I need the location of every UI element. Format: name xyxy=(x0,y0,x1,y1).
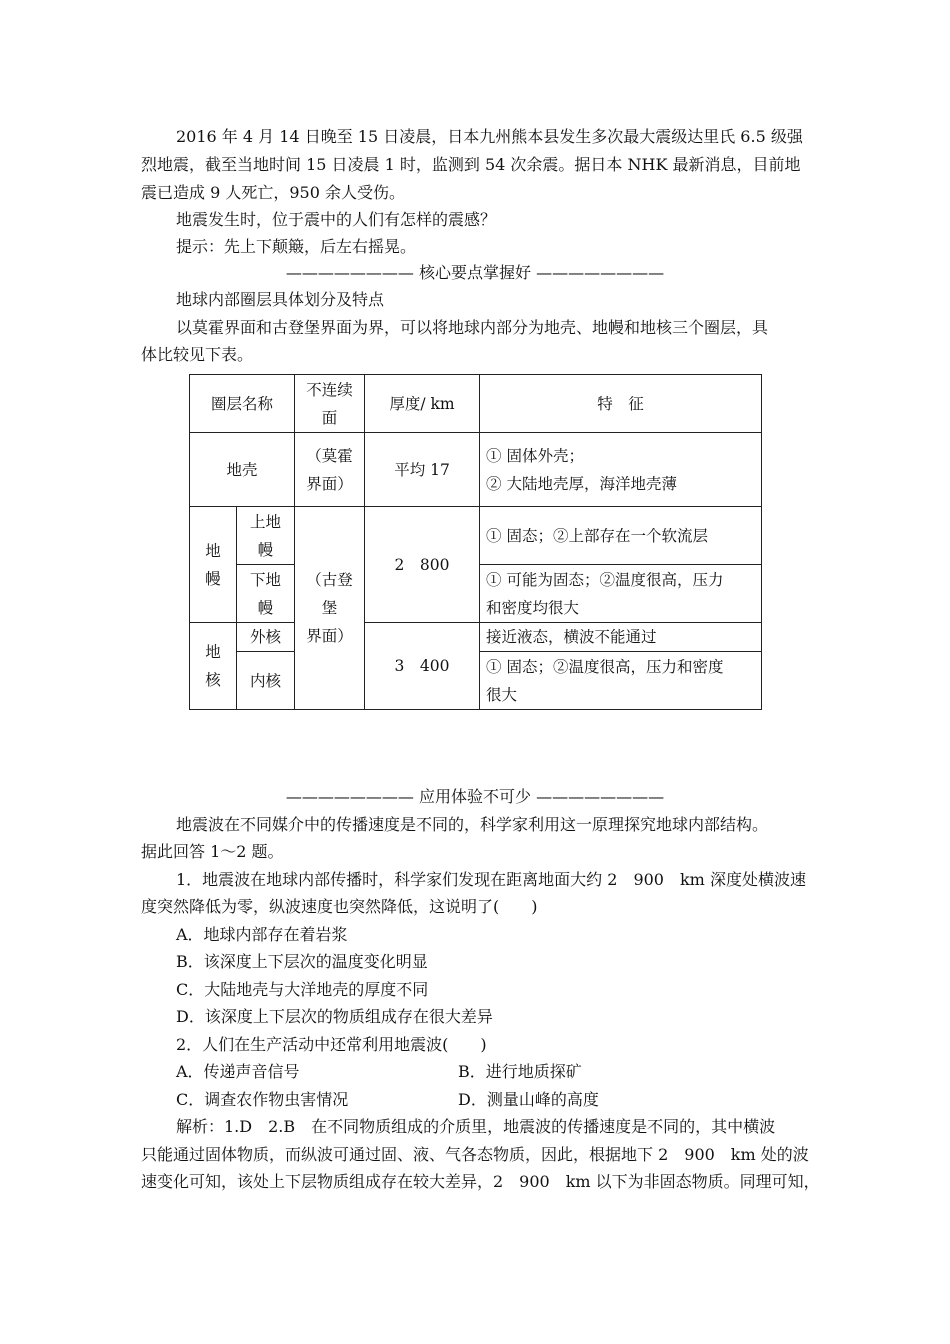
question-2-option-c: C．调查农作物虫害情况 xyxy=(176,1090,349,1109)
gutenberg-line-3: 界面） xyxy=(306,627,353,645)
intro-line-3: 震已造成 9 人死亡，950 余人受伤。 xyxy=(141,183,405,202)
header-feature: 特 征 xyxy=(480,375,762,433)
earth-layers-table xyxy=(189,374,762,710)
crust-feature xyxy=(480,433,762,507)
question-2-option-b: B．进行地质探矿 xyxy=(458,1062,582,1081)
lower-mantle-feature-line-2: 和密度均很大 xyxy=(486,598,580,617)
question-1-line-1: 1．地震波在地球内部传播时，科学家们发现在距离地面大约 2 900 km 深度处横波速 xyxy=(176,870,806,889)
gutenberg-line-1: （古登 xyxy=(306,571,353,589)
section-subtitle: 地球内部圈层具体划分及特点 xyxy=(176,290,385,309)
section-text-line-1: 以莫霍界面和古登堡界面为界，可以将地球内部分为地壳、地幔和地核三个圈层，具 xyxy=(176,318,769,337)
table-header-row xyxy=(190,375,762,433)
crust-boundary xyxy=(295,433,365,507)
intro-question: 地震发生时，位于震中的人们有怎样的震感？ xyxy=(176,210,497,229)
answer-line-2: 只能通过固体物质，而纵波可通过固、液、气各态物质，因此，根据地下 2 900 km 处的波 xyxy=(141,1145,809,1164)
intro-line-1: 2016 年 4 月 14 日晚至 15 日凌晨，日本九州熊本县发生多次最大震级达里氏 6.5 级强 xyxy=(176,127,803,146)
core-name xyxy=(190,623,237,710)
answer-line-1: 解析：1.D 2.B 在不同物质组成的介质里，地震波的传播速度是不同的，其中横波 xyxy=(176,1117,776,1136)
mantle-thickness: 2 800 xyxy=(365,507,480,623)
lower-mantle-line-2: 幔 xyxy=(257,598,274,617)
inner-core-feature xyxy=(480,652,762,710)
core-name-line-1: 地 xyxy=(205,643,221,661)
inner-core-name: 内核 xyxy=(237,652,295,710)
header-boundary-line-2: 面 xyxy=(321,408,338,427)
section-header-application: ———————— 应用体验不可少 ———————— xyxy=(285,787,665,806)
question-2-option-d: D．测量山峰的高度 xyxy=(458,1090,599,1109)
application-intro-line-2: 据此回答 1～2 题。 xyxy=(141,842,284,861)
question-2-option-a: A．传递声音信号 xyxy=(176,1062,300,1081)
crust-boundary-line-1: （莫霍 xyxy=(306,446,353,465)
outer-core-feature: 接近液态，横波不能通过 xyxy=(480,623,762,652)
table-row-upper-mantle xyxy=(190,507,762,565)
upper-mantle-line-2: 幔 xyxy=(257,540,274,559)
inner-core-feature-line-1: ① 固态；②温度很高，压力和密度 xyxy=(486,657,724,676)
question-1-line-2: 度突然降低为零，纵波速度也突然降低，这说明了( ) xyxy=(141,897,538,916)
mantle-name xyxy=(190,507,237,623)
lower-mantle-feature xyxy=(480,565,762,623)
section-text-line-2: 体比较见下表。 xyxy=(141,345,254,364)
inner-core-feature-line-2: 很大 xyxy=(486,685,518,704)
upper-mantle-name xyxy=(237,507,295,565)
upper-mantle-feature: ① 固态；②上部存在一个软流层 xyxy=(480,507,762,565)
question-1-option-b: B．该深度上下层次的温度变化明显 xyxy=(176,952,428,971)
core-name-line-2: 核 xyxy=(205,671,221,689)
lower-mantle-feature-line-1: ① 可能为固态；②温度很高，压力 xyxy=(486,570,724,589)
header-boundary xyxy=(295,375,365,433)
outer-core-name: 外核 xyxy=(237,623,295,652)
table-row-crust xyxy=(190,433,762,507)
application-intro-line-1: 地震波在不同媒介中的传播速度是不同的，科学家利用这一原理探究地球内部结构。 xyxy=(176,815,769,834)
gutenberg-boundary xyxy=(295,507,365,710)
core-thickness: 3 400 xyxy=(365,623,480,710)
question-1-option-c: C．大陆地壳与大洋地壳的厚度不同 xyxy=(176,980,429,999)
mantle-name-line-1: 地 xyxy=(205,541,221,560)
crust-feature-line-1: ① 固体外壳； xyxy=(486,446,584,465)
question-1-option-a: A．地球内部存在着岩浆 xyxy=(176,925,348,944)
header-thickness: 厚度/ km xyxy=(365,375,480,433)
header-boundary-line-1: 不连续 xyxy=(306,380,353,399)
intro-hint: 提示：先上下颠簸，后左右摇晃。 xyxy=(176,237,417,256)
question-2-line-1: 2．人们在生产活动中还常利用地震波( ) xyxy=(176,1035,487,1054)
lower-mantle-line-1: 下地 xyxy=(250,570,282,589)
mantle-name-line-2: 幔 xyxy=(205,569,221,588)
intro-line-2: 烈地震，截至当地时间 15 日凌晨 1 时，监测到 54 次余震。据日本 NHK 最新消息，目前地 xyxy=(141,155,801,174)
answer-line-3: 速变化可知，该处上下层物质组成存在较大差异，2 900 km 以下为非固态物质。同理可知， xyxy=(141,1172,820,1191)
crust-thickness: 平均 17 xyxy=(365,433,480,507)
upper-mantle-line-1: 上地 xyxy=(250,512,282,531)
crust-name: 地壳 xyxy=(190,433,295,507)
crust-feature-line-2: ② 大陆地壳厚，海洋地壳薄 xyxy=(486,474,677,493)
lower-mantle-name xyxy=(237,565,295,623)
table-row-outer-core xyxy=(190,623,762,652)
header-layer-name: 圈层名称 xyxy=(190,375,295,433)
crust-boundary-line-2: 界面） xyxy=(306,474,353,493)
section-header-core: ———————— 核心要点掌握好 ———————— xyxy=(285,263,665,282)
gutenberg-line-2: 堡 xyxy=(321,599,338,617)
question-1-option-d: D．该深度上下层次的物质组成存在很大差异 xyxy=(176,1007,493,1026)
